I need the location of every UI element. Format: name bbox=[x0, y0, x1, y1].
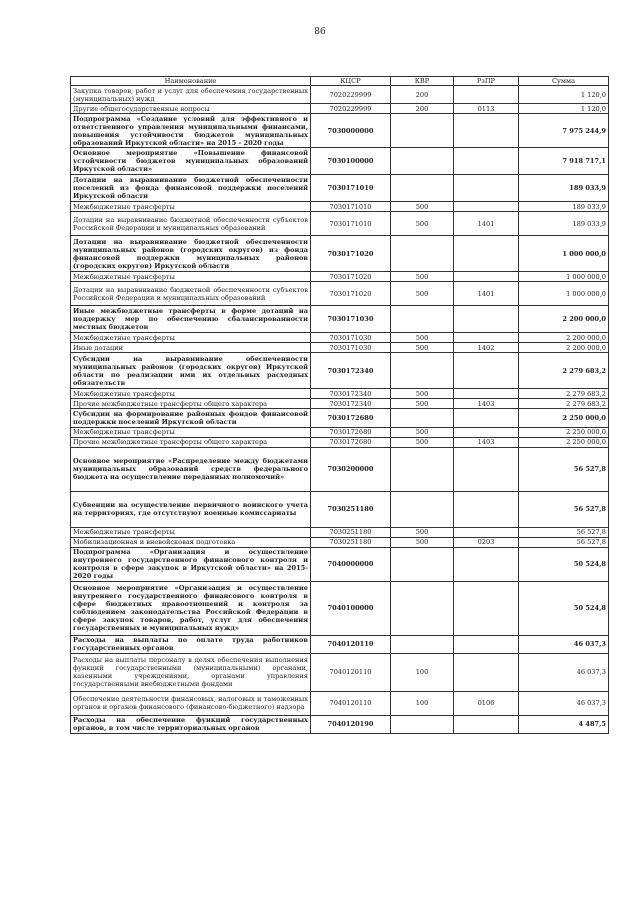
cell-kvr bbox=[391, 353, 454, 389]
cell-sum: 50 524,8 bbox=[519, 581, 609, 635]
table-row bbox=[71, 715, 609, 733]
cell-rzpr: 0106 bbox=[454, 691, 519, 715]
cell-name: Межбюджетные трансферты bbox=[71, 427, 311, 437]
cell-sum: 2 200 000,0 bbox=[519, 343, 609, 353]
cell-sum: 189 033,9 bbox=[519, 212, 609, 236]
cell-kcsr: 7030172680 bbox=[311, 427, 391, 437]
cell-kvr: 500 bbox=[391, 427, 454, 437]
cell-rzpr bbox=[454, 306, 519, 333]
table-row bbox=[71, 389, 609, 399]
cell-sum: 1 120,0 bbox=[519, 104, 609, 114]
cell-kvr bbox=[391, 114, 454, 148]
cell-kvr: 500 bbox=[391, 527, 454, 537]
cell-rzpr bbox=[454, 272, 519, 282]
cell-rzpr bbox=[454, 547, 519, 581]
cell-kcsr: 7030251180 bbox=[311, 491, 391, 527]
header-name: Наименование bbox=[71, 77, 311, 86]
table-row bbox=[71, 212, 609, 236]
cell-rzpr bbox=[454, 409, 519, 427]
cell-kvr: 200 bbox=[391, 86, 454, 104]
cell-kvr: 500 bbox=[391, 399, 454, 409]
cell-sum: 189 033,9 bbox=[519, 202, 609, 212]
cell-sum: 1 000 000,0 bbox=[519, 272, 609, 282]
cell-sum: 2 200 000,0 bbox=[519, 306, 609, 333]
cell-kcsr: 7040100000 bbox=[311, 581, 391, 635]
cell-kcsr: 7030172340 bbox=[311, 399, 391, 409]
table-row bbox=[71, 306, 609, 333]
cell-kcsr: 7040120110 bbox=[311, 653, 391, 691]
cell-rzpr bbox=[454, 114, 519, 148]
table-row bbox=[71, 148, 609, 175]
table-row bbox=[71, 437, 609, 447]
table-row bbox=[71, 282, 609, 306]
cell-rzpr: 1403 bbox=[454, 399, 519, 409]
table-row bbox=[71, 86, 609, 104]
cell-kvr bbox=[391, 547, 454, 581]
cell-name: Мобилизационная и вневойсковая подготовка bbox=[71, 537, 311, 547]
cell-kcsr: 7030200000 bbox=[311, 447, 391, 491]
cell-name: Подпрограмма «Организация и осуществление внутреннего государственного финансового контроля и контроля в сфере закупок в Иркутской области» на 2015-2020 годы bbox=[71, 547, 311, 581]
cell-name: Расходы на обеспечение функций государственных органов, в том числе территориальных органов bbox=[71, 715, 311, 733]
table-row bbox=[71, 272, 609, 282]
table-row bbox=[71, 527, 609, 537]
cell-sum: 46 037,3 bbox=[519, 691, 609, 715]
cell-rzpr bbox=[454, 447, 519, 491]
cell-name: Дотации на выравнивание бюджетной обеспеченности субъектов Российской Федерации и муниципальных образований bbox=[71, 282, 311, 306]
cell-rzpr bbox=[454, 86, 519, 104]
table-row bbox=[71, 114, 609, 148]
table-row bbox=[71, 691, 609, 715]
cell-sum: 2 250 000,0 bbox=[519, 409, 609, 427]
cell-rzpr bbox=[454, 148, 519, 175]
cell-name: Основное мероприятие «Повышение финансовой устойчивости бюджетов муниципальных образований Иркутской области» bbox=[71, 148, 311, 175]
cell-rzpr bbox=[454, 581, 519, 635]
cell-name: Дотации на выравнивание бюджетной обеспеченности поселений из фонда финансовой поддержки поселений Иркутской области bbox=[71, 175, 311, 202]
cell-rzpr bbox=[454, 635, 519, 653]
cell-kcsr: 7020229999 bbox=[311, 104, 391, 114]
cell-name: Иные межбюджетные трансферты в форме дотаций на поддержку мер по обеспечению сбалансированности местных бюджетов bbox=[71, 306, 311, 333]
cell-sum: 56 527,8 bbox=[519, 527, 609, 537]
cell-sum: 2 279 683,2 bbox=[519, 353, 609, 389]
cell-sum: 4 487,5 bbox=[519, 715, 609, 733]
cell-sum: 2 279 683,2 bbox=[519, 389, 609, 399]
header-sum: Сумма bbox=[519, 77, 609, 86]
table-row bbox=[71, 333, 609, 343]
cell-kcsr: 7030251180 bbox=[311, 527, 391, 537]
cell-name: Дотации на выравнивание бюджетной обеспеченности муниципальных районов (городских округов) из фонда финансовой поддержки муниципальных районов (городских округов) Иркутской области bbox=[71, 236, 311, 272]
cell-sum: 7 975 244,9 bbox=[519, 114, 609, 148]
cell-sum: 56 527,8 bbox=[519, 537, 609, 547]
cell-kcsr: 7030172340 bbox=[311, 353, 391, 389]
cell-kvr bbox=[391, 447, 454, 491]
header-kvr: КВР bbox=[391, 77, 454, 86]
table-row bbox=[71, 175, 609, 202]
cell-kvr bbox=[391, 148, 454, 175]
cell-sum: 189 033,9 bbox=[519, 175, 609, 202]
cell-kcsr: 7030251180 bbox=[311, 537, 391, 547]
cell-rzpr bbox=[454, 353, 519, 389]
table-row bbox=[71, 343, 609, 353]
table-row bbox=[71, 537, 609, 547]
cell-name: Расходы на выплаты по оплате труда работников государственных органов bbox=[71, 635, 311, 653]
table-row bbox=[71, 653, 609, 691]
cell-kcsr: 7030171010 bbox=[311, 175, 391, 202]
cell-kvr bbox=[391, 175, 454, 202]
cell-rzpr: 0113 bbox=[454, 104, 519, 114]
cell-sum: 2 250 000,0 bbox=[519, 437, 609, 447]
cell-name: Подпрограмма «Создание условий для эффективного и ответственного управления муниципальными финансами, повышения устойчивости бюджетов муниципальных образований Иркутской области» на 2015 - 2020 годы bbox=[71, 114, 311, 148]
cell-name: Межбюджетные трансферты bbox=[71, 202, 311, 212]
cell-name: Прочие межбюджетные трансферты общего характера bbox=[71, 399, 311, 409]
cell-rzpr bbox=[454, 527, 519, 537]
cell-name: Прочие межбюджетные трансферты общего характера bbox=[71, 437, 311, 447]
cell-sum: 2 200 000,0 bbox=[519, 333, 609, 343]
cell-kvr: 100 bbox=[391, 691, 454, 715]
cell-sum: 2 279 683,2 bbox=[519, 399, 609, 409]
cell-sum: 1 000 000,0 bbox=[519, 236, 609, 272]
cell-rzpr bbox=[454, 175, 519, 202]
cell-kvr: 200 bbox=[391, 104, 454, 114]
cell-kvr bbox=[391, 715, 454, 733]
cell-kcsr: 7030172340 bbox=[311, 389, 391, 399]
cell-kcsr: 7040120190 bbox=[311, 715, 391, 733]
cell-kcsr: 7030171030 bbox=[311, 306, 391, 333]
table-row bbox=[71, 447, 609, 491]
cell-kvr: 500 bbox=[391, 537, 454, 547]
table-row bbox=[71, 353, 609, 389]
cell-kvr: 500 bbox=[391, 343, 454, 353]
cell-kcsr: 7040120110 bbox=[311, 691, 391, 715]
cell-rzpr bbox=[454, 333, 519, 343]
cell-name: Межбюджетные трансферты bbox=[71, 333, 311, 343]
table-row bbox=[71, 581, 609, 635]
cell-rzpr: 1402 bbox=[454, 343, 519, 353]
cell-kcsr: 7020229999 bbox=[311, 86, 391, 104]
cell-sum: 56 527,8 bbox=[519, 447, 609, 491]
cell-kvr bbox=[391, 409, 454, 427]
cell-rzpr bbox=[454, 236, 519, 272]
table-row bbox=[71, 409, 609, 427]
cell-name: Иные дотации bbox=[71, 343, 311, 353]
cell-name: Субвенции на осуществление первичного воинского учета на территориях, где отсутствуют военные комиссариаты bbox=[71, 491, 311, 527]
cell-kcsr: 7030171010 bbox=[311, 212, 391, 236]
cell-kcsr: 7030000000 bbox=[311, 114, 391, 148]
cell-rzpr bbox=[454, 389, 519, 399]
table-row bbox=[71, 491, 609, 527]
cell-kcsr: 7030171030 bbox=[311, 333, 391, 343]
cell-kcsr: 7030172680 bbox=[311, 437, 391, 447]
cell-name: Основное мероприятие «Организация и осуществление внутреннего государственного финансового контроля в сфере бюджетных правоотношений и контроля за соблюдением законодательства Российской Федерации в сфере закупок товаров, работ, услуг для обеспечения государственных и муниципальных нужд» bbox=[71, 581, 311, 635]
cell-name: Другие общегосударственные вопросы bbox=[71, 104, 311, 114]
table-header-row bbox=[71, 77, 609, 86]
cell-kcsr: 7030171020 bbox=[311, 236, 391, 272]
cell-kcsr: 7030171010 bbox=[311, 202, 391, 212]
cell-name: Субсидии на выравнивание обеспеченности муниципальных районов (городских округов) Иркутской области по реализации ими их отдельных расходных обязательств bbox=[71, 353, 311, 389]
cell-name: Закупка товаров, работ и услуг для обеспечения государственных (муниципальных) нужд bbox=[71, 86, 311, 104]
cell-sum: 1 000 000,0 bbox=[519, 282, 609, 306]
cell-sum: 2 250 000,0 bbox=[519, 427, 609, 437]
table-row bbox=[71, 635, 609, 653]
header-rzpr: РзПР bbox=[454, 77, 519, 86]
cell-kvr: 500 bbox=[391, 389, 454, 399]
cell-name: Обеспечение деятельности финансовых, налоговых и таможенных органов и органов финансового (финансово-бюджетного) надзора bbox=[71, 691, 311, 715]
cell-sum: 50 524,8 bbox=[519, 547, 609, 581]
cell-name: Субсидии на формирование районных фондов финансовой поддержки поселений Иркутской области bbox=[71, 409, 311, 427]
cell-kvr: 500 bbox=[391, 282, 454, 306]
cell-name: Межбюджетные трансферты bbox=[71, 389, 311, 399]
table-row bbox=[71, 427, 609, 437]
table-row bbox=[71, 236, 609, 272]
cell-name: Дотации на выравнивание бюджетной обеспеченности субъектов Российской Федерации и муниципальных образований bbox=[71, 212, 311, 236]
cell-kvr bbox=[391, 236, 454, 272]
cell-sum: 46 037,3 bbox=[519, 635, 609, 653]
cell-rzpr bbox=[454, 427, 519, 437]
cell-rzpr bbox=[454, 715, 519, 733]
cell-kcsr: 7030171020 bbox=[311, 282, 391, 306]
cell-rzpr bbox=[454, 202, 519, 212]
cell-kvr bbox=[391, 581, 454, 635]
cell-kvr bbox=[391, 491, 454, 527]
cell-kvr: 500 bbox=[391, 333, 454, 343]
cell-kcsr: 7030171030 bbox=[311, 343, 391, 353]
cell-sum: 7 918 717,1 bbox=[519, 148, 609, 175]
table-row bbox=[71, 399, 609, 409]
cell-sum: 1 120,0 bbox=[519, 86, 609, 104]
cell-rzpr: 1403 bbox=[454, 437, 519, 447]
cell-kvr: 500 bbox=[391, 272, 454, 282]
cell-sum: 56 527,8 bbox=[519, 491, 609, 527]
cell-rzpr: 1401 bbox=[454, 282, 519, 306]
cell-rzpr: 0203 bbox=[454, 537, 519, 547]
page-number: 86 bbox=[314, 27, 326, 37]
cell-name: Межбюджетные трансферты bbox=[71, 272, 311, 282]
table-row bbox=[71, 547, 609, 581]
cell-name: Расходы на выплаты персоналу в целях обеспечения выполнения функций государственными (муниципальными) органами, казенными учреждениями, органами управления государственными внебюджетными фондами bbox=[71, 653, 311, 691]
cell-kcsr: 7030172680 bbox=[311, 409, 391, 427]
cell-kvr bbox=[391, 306, 454, 333]
cell-sum: 46 037,3 bbox=[519, 653, 609, 691]
table-row bbox=[71, 202, 609, 212]
budget-table bbox=[70, 76, 609, 734]
cell-kcsr: 7030100000 bbox=[311, 148, 391, 175]
cell-kvr: 100 bbox=[391, 653, 454, 691]
cell-rzpr bbox=[454, 653, 519, 691]
table-row bbox=[71, 104, 609, 114]
cell-name: Основное мероприятие «Распределение между бюджетами муниципальных образований средств федерального бюджета на осуществление переданных полномочий» bbox=[71, 447, 311, 491]
cell-kvr: 500 bbox=[391, 202, 454, 212]
cell-kcsr: 7030171020 bbox=[311, 272, 391, 282]
cell-kvr: 500 bbox=[391, 212, 454, 236]
cell-kcsr: 7040000000 bbox=[311, 547, 391, 581]
cell-rzpr: 1401 bbox=[454, 212, 519, 236]
cell-kvr: 500 bbox=[391, 437, 454, 447]
cell-name: Межбюджетные трансферты bbox=[71, 527, 311, 537]
cell-kvr bbox=[391, 635, 454, 653]
cell-rzpr bbox=[454, 491, 519, 527]
cell-kcsr: 7040120110 bbox=[311, 635, 391, 653]
header-kcsr: КЦСР bbox=[311, 77, 391, 86]
